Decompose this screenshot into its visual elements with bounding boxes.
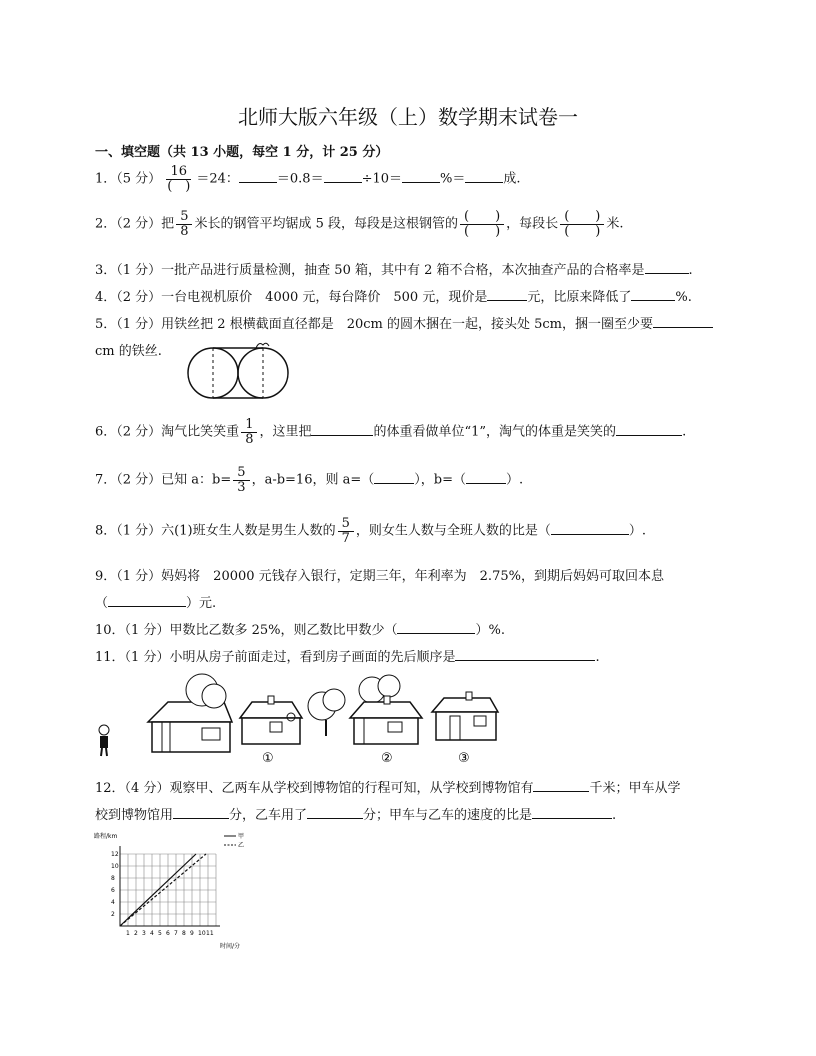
question-5-cont: cm 的铁丝. <box>95 344 162 359</box>
x-tick-label: 4 <box>150 930 154 937</box>
question-3: 3．（1 分）一批产品进行质量检测，抽查 50 箱，其中有 2 箱不合格，本次抽查产品的合格率是 . <box>95 263 693 278</box>
fraction: $\frac{16}{( )}$ <box>167 164 191 194</box>
x-tick-label: 1 <box>126 930 130 937</box>
x-tick-label: 11 <box>206 930 214 937</box>
tree <box>308 689 345 736</box>
section-heading: 一、填空题（共 13 小题，每空 1 分，计 25 分） <box>95 145 389 160</box>
house-label-3: ③ <box>458 751 470 766</box>
fraction: $\frac{5}{3}$ <box>233 466 249 494</box>
y-axis-label: 路程/km <box>94 833 118 840</box>
house-3 <box>432 692 498 740</box>
fraction: $\frac{1}{8}$ <box>241 418 257 446</box>
x-tick-label: 9 <box>190 930 194 937</box>
question-7: 7．（2 分）已知 a：b= $\frac{5}{3}$ ，a-b=16，则 a=（ ），b=（ ）. <box>95 465 524 495</box>
y-tick-label: 2 <box>111 911 115 918</box>
question-8: 8．（1 分）六(1)班女生人数是男生人数的 $\frac{5}{7}$ ，则女生人数与全班人数的比是（ ）. <box>95 516 647 546</box>
x-tick-label: 7 <box>174 930 178 937</box>
boy-figure <box>99 725 109 756</box>
y-tick-label: 8 <box>111 875 115 882</box>
distance-time-graph <box>94 828 254 952</box>
question-5: 5．（1 分）用铁丝把 2 根横截面直径都是 20cm 的圆木捆在一起，接头处 5cm，捆一圈至少要 <box>95 313 713 332</box>
x-tick-label: 5 <box>158 930 162 937</box>
question-2: 2．（2 分）把 $\frac{5}{8}$ 米长的钢管平均锯成 5 段，每段是这根钢管的 $\frac{( )}{( )}$ ，每段长 $\frac{( )}{( )}$ 米. <box>95 209 624 239</box>
question-11: 11．（1 分）小明从房子前面走过，看到房子画面的先后顺序是 . <box>95 650 600 665</box>
x-tick-label: 3 <box>142 930 146 937</box>
legend-yi: 乙 <box>238 842 245 849</box>
house-label-2: ② <box>381 751 393 766</box>
y-tick-label: 12 <box>111 851 119 858</box>
question-1: 1．（5 分） $\frac{16}{( )}$ ＝24： ＝0.8＝ ÷10＝ %＝ 成. <box>95 164 521 194</box>
answer-fraction: $\frac{( )}{( )}$ <box>560 210 604 238</box>
logs-figure <box>186 340 290 402</box>
x-tick-label: 6 <box>166 930 170 937</box>
y-tick-label: 4 <box>111 899 115 906</box>
legend-jia: 甲 <box>238 833 245 840</box>
answer-fraction: $\frac{( )}{( )}$ <box>460 210 504 238</box>
question-12-cont: 校到博物馆用 分，乙车用了 分；甲车与乙车的速度的比是 . <box>95 808 617 823</box>
legend <box>224 832 244 849</box>
question-9: 9．（1 分）妈妈将 20000 元钱存入银行，定期三年，年利率为 2.75%，到期后妈妈可取回本息 <box>95 569 664 584</box>
fraction: $\frac{5}{8}$ <box>176 210 192 238</box>
house-main <box>148 674 232 752</box>
graph-grid <box>120 846 220 926</box>
page-title: 北师大版六年级（上）数学期末试卷一 <box>238 105 578 129</box>
fraction: $\frac{5}{7}$ <box>338 517 354 545</box>
y-tick-label: 10 <box>111 863 119 870</box>
question-6: 6．（2 分）淘气比笑笑重 $\frac{1}{8}$ ，这里把 的体重看做单位“1”，淘气的体重是笑笑的 . <box>95 417 687 447</box>
question-4: 4．（2 分）一台电视机原价 4000 元，每台降价 500 元，现价是 元，比原来降低了 %. <box>95 290 692 305</box>
x-tick-label: 10 <box>198 930 206 937</box>
x-tick-label: 2 <box>134 930 138 937</box>
house-2 <box>350 675 422 744</box>
x-axis-label: 时间/分 <box>220 943 241 950</box>
house-label-1: ① <box>262 751 274 766</box>
question-9-cont: （ ）元. <box>95 596 217 611</box>
y-tick-label: 6 <box>111 887 115 894</box>
x-tick-label: 8 <box>182 930 186 937</box>
houses-figure <box>92 670 532 770</box>
question-10: 10．（1 分）甲数比乙数多 25%，则乙数比甲数少（ ）%. <box>95 623 505 638</box>
house-1 <box>240 696 302 744</box>
question-12: 12．（4 分）观察甲、乙两车从学校到博物馆的行程可知，从学校到博物馆有 千米；甲车从学 <box>95 781 681 796</box>
